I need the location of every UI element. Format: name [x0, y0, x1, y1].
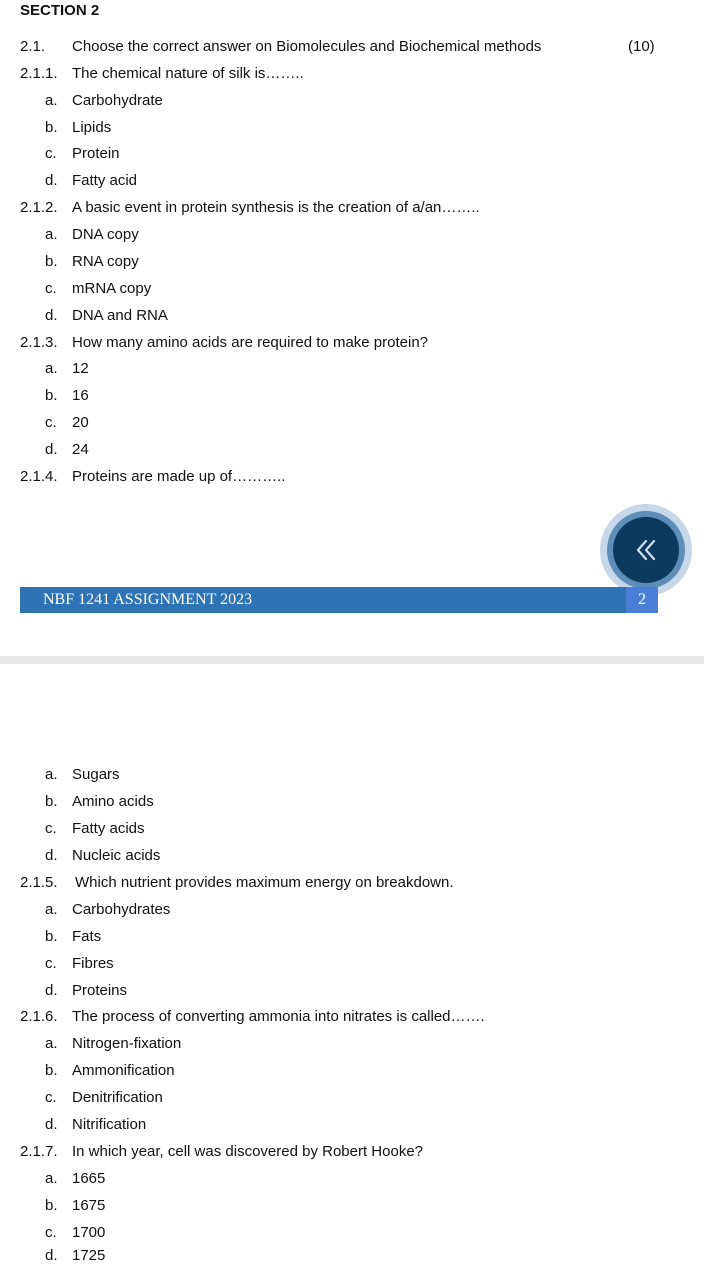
option-letter: d. — [45, 1247, 58, 1264]
footer-page-number: 2 — [626, 587, 658, 613]
option-text: DNA and RNA — [72, 307, 168, 324]
page-footer — [20, 587, 658, 613]
back-button[interactable] — [600, 504, 692, 596]
question-text: The chemical nature of silk is…….. — [72, 65, 304, 82]
option-text: RNA copy — [72, 253, 139, 270]
option-letter: a. — [45, 766, 58, 783]
option-text: DNA copy — [72, 226, 139, 243]
question-number: 2.1.5. — [20, 874, 58, 891]
question-text: Choose the correct answer on Biomolecules and Biochemical methods — [72, 38, 542, 55]
question-marks: (10) — [628, 38, 655, 55]
back-button-core — [613, 517, 679, 583]
option-letter: c. — [45, 145, 57, 162]
option-letter: b. — [45, 928, 58, 945]
option-text: 1675 — [72, 1197, 106, 1214]
option-letter: b. — [45, 1197, 58, 1214]
option-letter: a. — [45, 1035, 58, 1052]
option-letter: b. — [45, 1062, 58, 1079]
question-text: The process of converting ammonia into nitrates is called……. — [72, 1008, 485, 1025]
option-letter: d. — [45, 847, 58, 864]
double-chevron-left-icon — [633, 538, 659, 562]
option-text: Ammonification — [72, 1062, 175, 1079]
option-text: 12 — [72, 360, 89, 377]
option-letter: d. — [45, 172, 58, 189]
document-page-2 — [0, 664, 704, 1266]
option-letter: a. — [45, 901, 58, 918]
option-text: Nitrification — [72, 1116, 147, 1133]
option-letter: a. — [45, 226, 58, 243]
section-title: SECTION 2 — [20, 2, 100, 19]
option-letter: b. — [45, 253, 58, 270]
option-letter: b. — [45, 387, 58, 404]
question-number: 2.1.4. — [20, 468, 58, 485]
question-number: 2.1. — [20, 38, 46, 55]
option-text: 16 — [72, 387, 89, 404]
option-text: Carbohydrate — [72, 92, 163, 109]
question-text: In which year, cell was discovered by Robert Hooke? — [72, 1143, 424, 1160]
option-letter: a. — [45, 360, 58, 377]
option-letter: a. — [45, 1170, 58, 1187]
option-text: Lipids — [72, 119, 112, 136]
option-letter: d. — [45, 307, 58, 324]
option-letter: c. — [45, 955, 57, 972]
page-separator — [0, 656, 704, 664]
option-text: 1665 — [72, 1170, 106, 1187]
option-text: Amino acids — [72, 793, 154, 810]
question-number: 2.1.1. — [20, 65, 58, 82]
option-text: Fibres — [72, 955, 114, 972]
option-letter: c. — [45, 1089, 57, 1106]
option-text: Fatty acids — [72, 820, 145, 837]
option-text: Proteins — [72, 982, 128, 999]
question-text: Proteins are made up of……….. — [72, 468, 286, 485]
option-text: Carbohydrates — [72, 901, 171, 918]
option-letter: a. — [45, 92, 58, 109]
option-text: mRNA copy — [72, 280, 152, 297]
option-letter: c. — [45, 280, 57, 297]
question-text: How many amino acids are required to make protein? — [72, 334, 429, 351]
question-text: Which nutrient provides maximum energy on breakdown. — [75, 874, 454, 891]
option-letter: c. — [45, 1224, 57, 1241]
question-number: 2.1.6. — [20, 1008, 58, 1025]
option-text: 1700 — [72, 1224, 106, 1241]
option-letter: c. — [45, 414, 57, 431]
option-text: 20 — [72, 414, 89, 431]
option-text: Denitrification — [72, 1089, 163, 1106]
option-letter: d. — [45, 1116, 58, 1133]
option-text: Fats — [72, 928, 102, 945]
option-text: Fatty acid — [72, 172, 138, 189]
option-text: Nitrogen-fixation — [72, 1035, 182, 1052]
question-number: 2.1.7. — [20, 1143, 58, 1160]
option-letter: b. — [45, 119, 58, 136]
option-letter: c. — [45, 820, 57, 837]
option-text: Nucleic acids — [72, 847, 161, 864]
footer-title: NBF 1241 ASSIGNMENT 2023 — [43, 591, 253, 608]
option-text: Protein — [72, 145, 120, 162]
option-text: Sugars — [72, 766, 120, 783]
option-letter: d. — [45, 982, 58, 999]
option-text: 1725 — [72, 1247, 106, 1264]
question-number: 2.1.3. — [20, 334, 58, 351]
option-letter: b. — [45, 793, 58, 810]
question-text: A basic event in protein synthesis is the creation of a/an…….. — [72, 199, 480, 216]
option-letter: d. — [45, 441, 58, 458]
question-number: 2.1.2. — [20, 199, 58, 216]
option-text: 24 — [72, 441, 89, 458]
